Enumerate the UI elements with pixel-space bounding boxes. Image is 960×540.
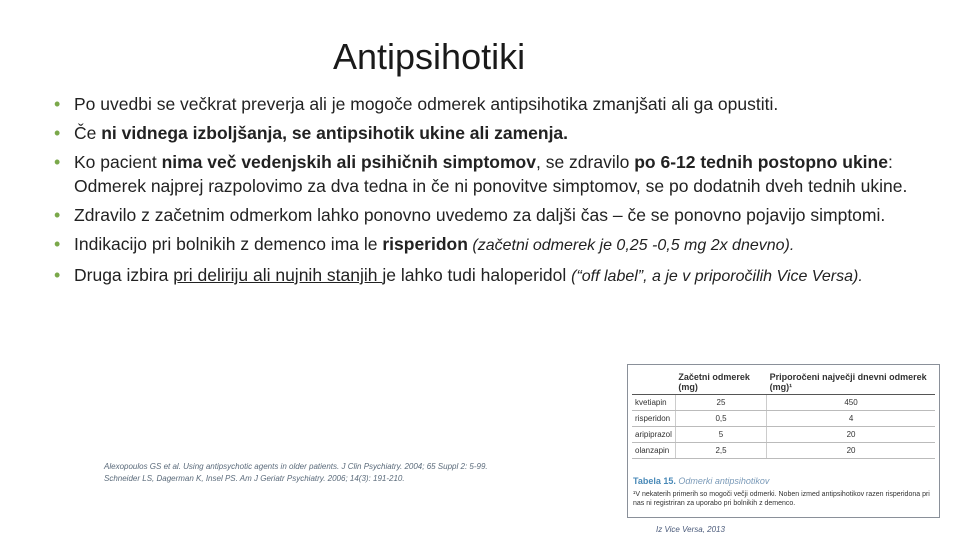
- reference-1: Alexopoulos GS et al. Using antipsychotic agents in older patients. J Clin Psychiatry. 2004; 65 Suppl 2: 5-99.: [104, 462, 488, 471]
- dosage-table-image: [627, 364, 940, 518]
- source-note: Iz Vice Versa, 2013: [656, 525, 725, 534]
- bullet-2: • Če ni vidnega izboljšanja, se antipsihotik ukine ali zamenja.: [54, 121, 914, 145]
- bullet-6: • Druga izbira pri deliriju ali nujnih stanjih je lahko tudi haloperidol (“off label”, a je v priporočilih Vice Versa).: [54, 263, 914, 289]
- table-row: aripiprazol 5 20: [632, 427, 935, 443]
- references: [104, 461, 488, 485]
- table-row: kvetiapin 25 450: [632, 395, 935, 411]
- bullet-list: [54, 92, 914, 294]
- table-caption-text: ¹V nekaterih primerih so mogoči večji odmerki. Noben izmed antipsihotikov razen risperidona pri nas ni registriran za uporabo pri bolnikih z demenco.: [633, 491, 930, 507]
- bullet-1: • Po uvedbi se večkrat preverja ali je mogoče odmerek antipsihotika zmanjšati ali ga opustiti.: [54, 92, 914, 116]
- table-row: olanzapin 2,5 20: [632, 443, 935, 459]
- col-header-start: Začetni odmerek (mg): [675, 370, 766, 395]
- col-header-max: Priporočeni največji dnevni odmerek (mg)¹: [767, 370, 935, 395]
- slide-title: Antipsihotiki: [333, 36, 526, 77]
- table-row: risperidon 0,5 4: [632, 411, 935, 427]
- bullet-4: • Zdravilo z začetnim odmerkom lahko ponovno uvedemo za daljši čas – če se ponovno pojavijo simptomi.: [54, 203, 914, 227]
- bullet-3: • Ko pacient nima več vedenjskih ali psihičnih simptomov, se zdravilo po 6-12 tednih postopno ukine: Odmerek najprej razpolovimo za dva tedna in če ni ponovitve simptomov, se po dodatnih dveh tednih ukine.: [54, 150, 914, 198]
- bullet-5: • Indikacijo pri bolnikih z demenco ima le risperidon (začetni odmerek je 0,25 -0,5 mg 2x dnevno).: [54, 232, 914, 258]
- table-caption-title: Tabela 15. Odmerki antipsihotikov: [633, 476, 770, 486]
- reference-2: Schneider LS, Dagerman K, Insel PS. Am J Geriatr Psychiatry. 2006; 14(3): 191-210.: [104, 474, 405, 483]
- dosage-table: [632, 370, 935, 459]
